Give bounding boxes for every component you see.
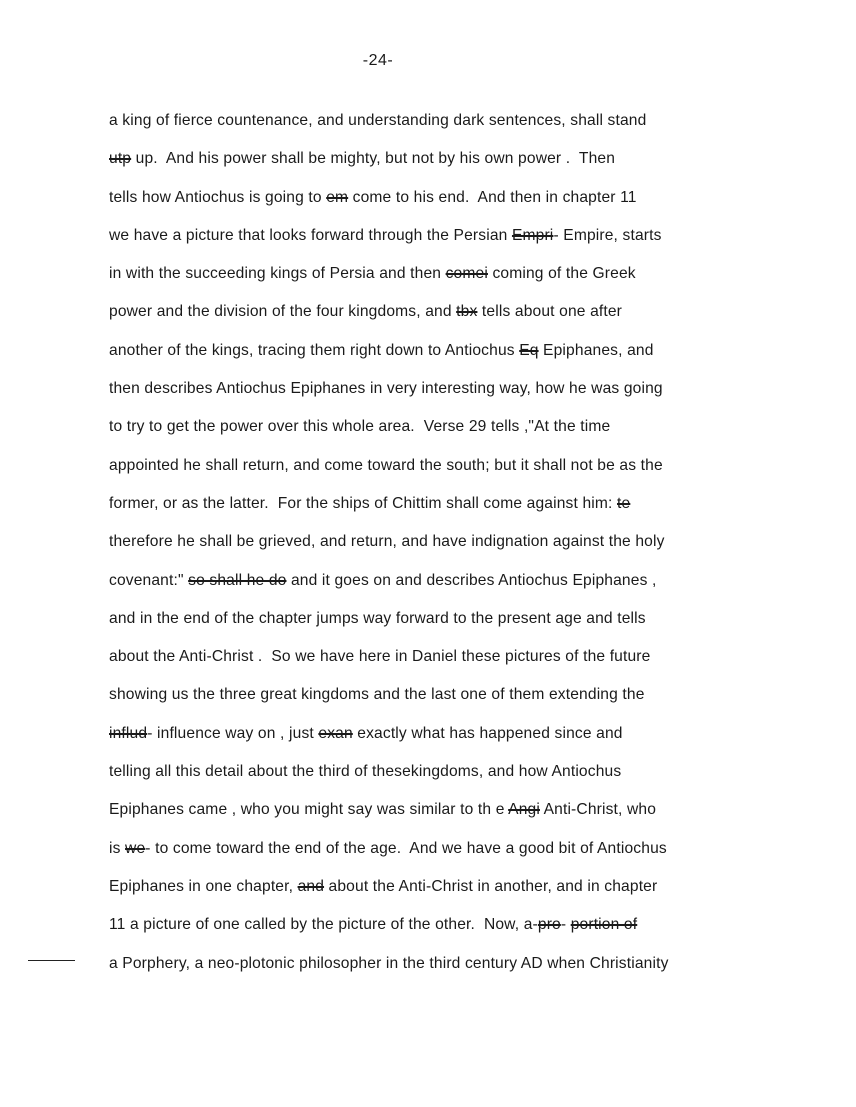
margin-rule [28,960,75,961]
text-line [109,110,799,148]
struck-text: we [125,839,146,857]
text-line [109,378,799,416]
text-line [109,953,799,991]
struck-text: te [617,494,631,512]
text-run: - Empire, starts [553,226,662,244]
text-run: former, or as the latter. For the ships of Chittim shall come against him: [109,494,618,512]
text-line [109,301,799,339]
text-run: power and the division of the four kingdoms, and [109,303,457,321]
struck-text: exan [318,724,353,742]
text-run: - [560,916,571,934]
text-run: to try to get the power over this whole area. Verse 29 tells ,"At the time [109,418,611,436]
text-line [109,455,799,493]
text-run: Anti-Christ, who [539,801,657,819]
text-run: a king of fierce countenance, and understanding dark sentences, shall stand [109,112,647,129]
text-line [109,263,799,301]
text-run: in with the succeeding kings of Persia and then [109,265,446,283]
text-line [109,761,799,799]
text-line [109,876,799,914]
text-run: therefore he shall be grieved, and return, and have indignation against the holy [109,533,665,551]
text-line [109,838,799,876]
text-run: 11 a picture of one called by the picture of the other. Now, a- [109,916,538,934]
text-run: - influence way on , just [147,724,319,742]
text-run: up. And his power shall be mighty, but not by his own power . Then [131,150,616,168]
struck-text: comei [445,265,488,283]
struck-text: portion of [570,916,638,934]
struck-text: influd [109,724,148,742]
text-run: tells about one after [477,303,623,321]
page-number: -24- [362,52,394,69]
text-run: telling all this detail about the third of thesekingdoms, and how Antiochus [109,763,622,781]
text-line [109,148,799,186]
struck-text: Angi [508,801,540,819]
body-text [109,110,799,991]
text-line [109,493,799,531]
text-run: coming of the Greek [487,265,636,283]
text-line [109,646,799,684]
text-run: Epiphanes in one chapter, [109,877,298,895]
text-run: and in the end of the chapter jumps way forward to the present age and tells [109,609,646,627]
struck-text: so shall he do [188,571,287,589]
text-run: come to his end. And then in chapter 11 [348,188,637,206]
struck-text: Eq [519,341,539,359]
text-line [109,723,799,761]
struck-text: Empri [511,226,554,244]
text-line [109,416,799,454]
text-line [109,608,799,646]
struck-text: tbx [456,303,478,321]
text-run: a Porphery, a neo-plotonic philosopher in the third century AD when Christianity [109,954,669,972]
text-run: appointed he shall return, and come toward the south; but it shall not be as the [109,456,663,474]
struck-text: and [297,877,325,895]
text-line [109,914,799,952]
text-run: tells how Antiochus is going to [109,188,327,206]
text-line [109,187,799,225]
text-line [109,799,799,837]
text-line [109,684,799,722]
text-run: we have a picture that looks forward through the Persian [109,226,512,244]
struck-text: em [326,188,349,206]
text-line [109,225,799,263]
text-run: about the Anti-Christ in another, and in chapter [324,877,658,895]
text-run: covenant:" [109,571,189,589]
text-run: another of the kings, tracing them right down to Antiochus [109,341,520,359]
struck-text: utp [109,150,132,168]
text-line [109,531,799,569]
text-run: and it goes on and describes Antiochus Epiphanes , [286,571,657,589]
text-run: is [109,839,126,857]
text-run: Epiphanes, and [538,341,654,359]
text-run: showing us the three great kingdoms and the last one of them extending the [109,686,645,704]
text-run: - to come toward the end of the age. And we have a good bit of Antiochus [145,839,667,857]
text-line [109,340,799,378]
struck-text: pro [537,916,561,934]
text-line [109,570,799,608]
text-run: about the Anti-Christ . So we have here in Daniel these pictures of the future [109,648,651,666]
text-run: then describes Antiochus Epiphanes in very interesting way, how he was going [109,380,663,398]
text-run: exactly what has happened since and [352,724,623,742]
text-run: Epiphanes came , who you might say was similar to th e [109,801,509,819]
